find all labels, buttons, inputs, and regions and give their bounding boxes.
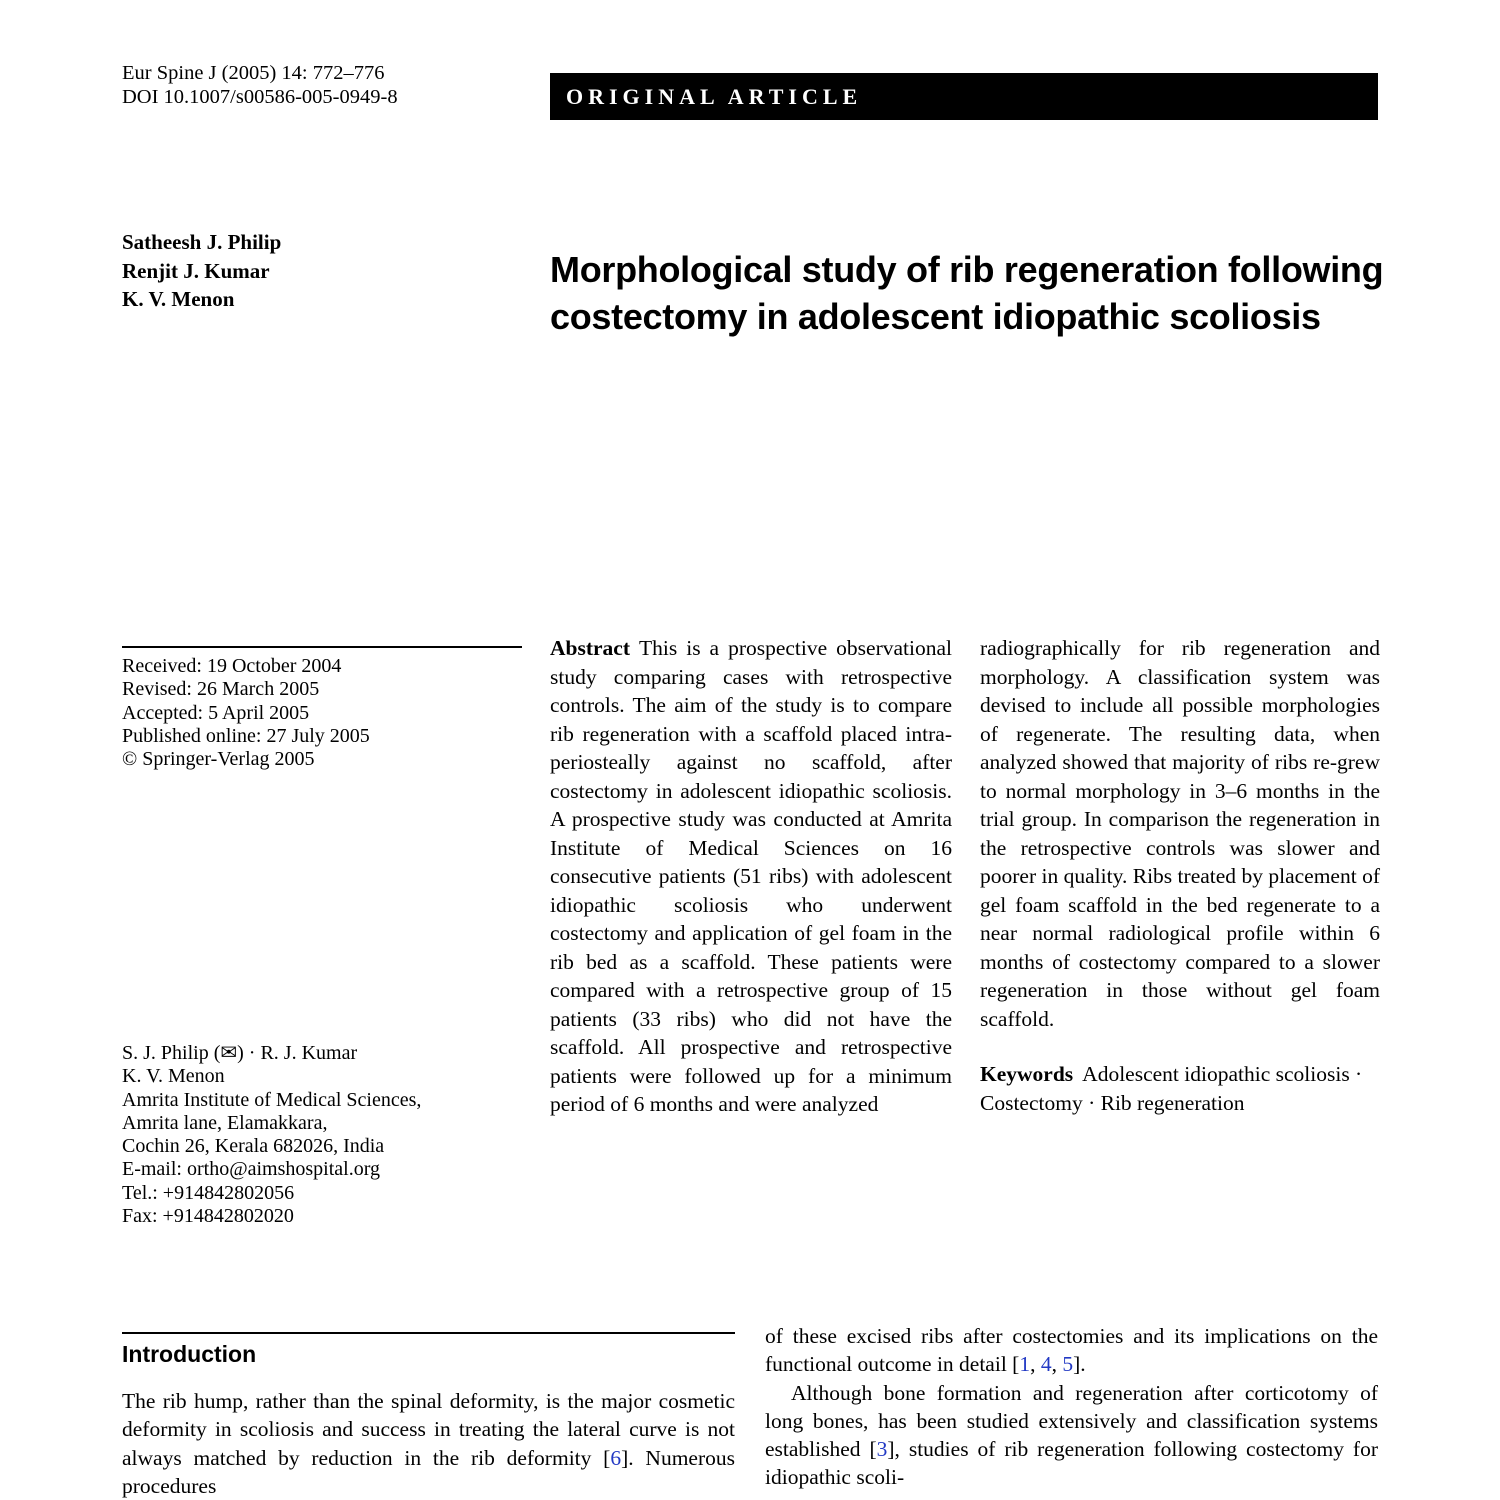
correspondence-block xyxy=(122,1042,421,1228)
text-run: The rib hump, rather than the spinal deformity, is the major cosmetic deformity in scoliosis and success in treating the lateral curve is not always matched by reduction in the rib deformity [ xyxy=(122,1389,735,1470)
history-accepted: Accepted: 5 April 2005 xyxy=(122,701,310,724)
text-run: , xyxy=(1030,1352,1041,1377)
article-type-banner xyxy=(550,73,1378,120)
email-line: E-mail: ortho@aimshospital.org xyxy=(122,1158,381,1181)
copyright-line: © Springer-Verlag 2005 xyxy=(122,748,315,771)
history-received: Received: 19 October 2004 xyxy=(122,655,342,677)
keywords-label: Keywords xyxy=(980,1062,1074,1086)
text-run: , xyxy=(1051,1352,1063,1377)
intro-column-right xyxy=(765,1322,1378,1492)
author-list xyxy=(122,228,281,314)
author-name: Renjit J. Kumar xyxy=(122,258,270,283)
text-run: of these excised ribs after costectomies and its implications on the functional outcome in detail [ xyxy=(765,1324,1378,1377)
abstract-column-1 xyxy=(550,634,952,1119)
text-run: ]. Numerous procedures xyxy=(122,1445,735,1498)
doi-line: DOI 10.1007/s00586-005-0949-8 xyxy=(122,86,398,108)
article-title: Morphological study of rib regeneration following costectomy in adolescent idiopathic scoliosis xyxy=(550,249,1384,338)
history-revised: Revised: 26 March 2005 xyxy=(122,678,320,701)
article-history xyxy=(122,646,522,771)
keywords-line xyxy=(980,1060,1380,1117)
citation-link[interactable]: 4 xyxy=(1040,1352,1052,1377)
envelope-icon: ✉ xyxy=(220,1042,238,1064)
introduction-heading: Introduction xyxy=(122,1341,257,1367)
journal-citation-line: Eur Spine J (2005) 14: 772–776 xyxy=(122,62,385,84)
citation-link[interactable]: 6 xyxy=(610,1445,622,1470)
affiliation-line: Amrita Institute of Medical Sciences, xyxy=(122,1088,422,1111)
text-run: Although bone formation and regeneration after corticotomy of long bones, has been studied extensively and classification systems established [ xyxy=(765,1380,1378,1462)
abstract-text-1: This is a prospective observational study comparing cases with retrospective controls. The aim of the study is to compare rib regeneration with a scaffold placed intra-periosteally against no scaffold, after costectomy in adolescent idiopathic scoliosis. A prospective study was conducted at Amrita Institute of Medical Sciences on 16 consecutive patients (51 ribs) with adolescent idiopathic scoliosis who underwent costectomy and application of gel foam in the rib bed as a scaffold. These patients were compared with a retrospective group of 15 patients (33 ribs) who did not have the scaffold. All prospective and retrospective patients were followed up for a minimum period of 6 months and were analyzed xyxy=(550,636,952,1116)
correspondence-author: K. V. Menon xyxy=(122,1065,225,1088)
citation-link[interactable]: 5 xyxy=(1062,1352,1074,1377)
article-type-label: ORIGINAL ARTICLE xyxy=(566,83,863,109)
keywords-text: Adolescent idiopathic scoliosis · Costectomy · Rib regeneration xyxy=(980,1062,1363,1115)
affiliation-line: Amrita lane, Elamakkara, xyxy=(122,1111,328,1134)
text-run: ], studies of rib regeneration following costectomy for idiopathic scoli- xyxy=(765,1437,1378,1490)
author-name: K. V. Menon xyxy=(122,287,235,311)
correspondence-authors-line xyxy=(122,1042,421,1065)
affiliation-line: Cochin 26, Kerala 682026, India xyxy=(122,1135,385,1158)
author-name: Satheesh J. Philip xyxy=(122,230,282,254)
text-run: ) · R. J. Kumar xyxy=(237,1042,358,1064)
intro-paragraph-left xyxy=(122,1387,735,1500)
intro-paragraph-right-2 xyxy=(765,1379,1378,1492)
abstract-column-2: radiographically for rib regeneration and morphology. A classification system was devised to include all possible morphologies of regenerate. The resulting data, when analyzed showed that majority of ribs re-grew to normal morphology in 3–6 months in the trial group. In comparison the regeneration in the retrospective controls was slower and poorer in quality. Ribs treated by placement of gel foam scaffold in the bed regenerate to a near normal radiological profile within 6 months of costectomy compared to a slower regeneration in those without gel foam scaffold. xyxy=(980,636,1380,1031)
tel-line: Tel.: +914842802056 xyxy=(122,1181,295,1204)
history-published-online: Published online: 27 July 2005 xyxy=(122,724,370,747)
intro-paragraph-right-1 xyxy=(765,1322,1378,1379)
introduction-section-head xyxy=(122,1332,735,1368)
fax-line: Fax: +914842802020 xyxy=(122,1205,294,1228)
abstract-column-2-wrap xyxy=(980,634,1380,1117)
text-run: ]. xyxy=(1073,1352,1086,1377)
text-run: S. J. Philip ( xyxy=(122,1042,221,1064)
citation-link[interactable]: 3 xyxy=(876,1437,888,1462)
journal-info xyxy=(122,61,398,109)
abstract-label: Abstract xyxy=(550,636,631,660)
citation-link[interactable]: 1 xyxy=(1019,1352,1031,1377)
